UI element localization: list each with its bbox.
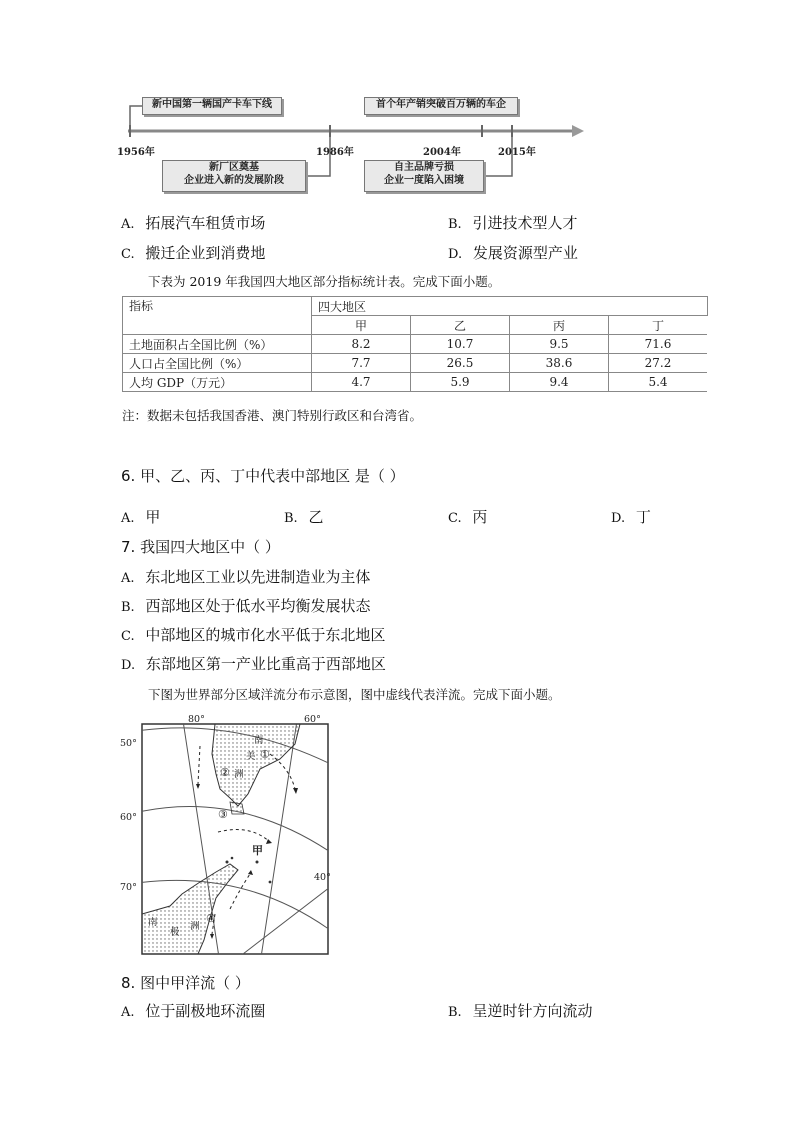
option-letter: B.	[448, 217, 462, 232]
option-letter: D.	[611, 511, 626, 526]
table-header-indicator: 指标	[123, 297, 312, 335]
option-text: 乙	[308, 508, 324, 526]
marker-2: ②	[220, 766, 230, 779]
table-row	[123, 335, 708, 354]
continent-label-antarctica: 极	[170, 927, 180, 938]
table-header-regions: 四大地区	[312, 297, 708, 316]
q6-stem: 6. 甲、乙、丙、丁中代表中部地区 是（ ）	[121, 467, 405, 485]
option-text: 拓展汽车租赁市场	[145, 214, 266, 232]
timeline-event-text: 新厂区奠基	[209, 162, 259, 173]
option-a[interactable]	[121, 212, 265, 233]
option-text: 引进技术型人才	[472, 214, 578, 232]
q8-stem: 8. 图中甲洋流（ ）	[121, 974, 250, 992]
timeline-year: 1956年	[117, 147, 155, 158]
ocean-current-map	[120, 714, 340, 964]
table-cell: 5.4	[609, 373, 708, 392]
lat-label: 50°	[120, 738, 137, 749]
option-letter: A.	[121, 217, 135, 232]
table-header-region: 丁	[609, 316, 708, 335]
current-label-jia: 甲	[252, 844, 263, 857]
option-c[interactable]	[121, 242, 265, 263]
option-letter: C.	[448, 511, 462, 526]
option-text: 西部地区处于低水平均衡发展状态	[145, 597, 371, 615]
table-cell: 4.7	[312, 373, 411, 392]
option-text: 丙	[472, 508, 488, 526]
option-text: 呈逆时针方向流动	[472, 1002, 593, 1020]
q7-option-d[interactable]	[121, 653, 386, 674]
table-cell: 71.6	[609, 335, 708, 354]
option-letter: C.	[121, 629, 135, 644]
marker-4: ④	[206, 912, 216, 925]
option-text: 甲	[145, 508, 161, 526]
continent-label-south-america: 美	[246, 751, 256, 762]
q7-option-c[interactable]	[121, 624, 385, 645]
timeline-event-1956	[142, 97, 282, 115]
table-row	[123, 354, 708, 373]
option-letter: C.	[121, 247, 135, 262]
table-header-region: 丙	[510, 316, 609, 335]
lat-label: 70°	[120, 882, 137, 893]
continent-label-antarctica: 南	[148, 917, 158, 928]
option-text: 搬迁企业到消费地	[145, 244, 266, 262]
timeline-event-text: 首个年产销突破百万辆的车企	[376, 99, 506, 110]
timeline-event-1986	[162, 160, 306, 192]
timeline-year: 1986年	[316, 147, 354, 158]
q6-option-a[interactable]	[121, 506, 160, 527]
lon-label: 80°	[188, 714, 205, 725]
option-text: 位于副极地环流圈	[145, 1002, 266, 1020]
option-text: 发展资源型产业	[472, 244, 578, 262]
q7-option-a[interactable]	[121, 566, 370, 587]
q8-option-a[interactable]	[121, 1000, 265, 1021]
timeline-event-text: 自主品牌亏损	[394, 162, 454, 173]
table-row-label: 土地面积占全国比例（%）	[123, 335, 312, 354]
timeline-event-2015	[364, 160, 484, 192]
option-b[interactable]	[448, 212, 577, 233]
marker-3: ③	[218, 808, 228, 821]
table-cell: 8.2	[312, 335, 411, 354]
continent-label-south-america: 洲	[234, 769, 244, 780]
timeline-year: 2004年	[423, 147, 461, 158]
continent-label-antarctica: 洲	[190, 921, 200, 932]
option-text: 东北地区工业以先进制造业为主体	[145, 568, 371, 586]
table-cell: 10.7	[411, 335, 510, 354]
q8-option-b[interactable]	[448, 1000, 592, 1021]
option-d[interactable]	[448, 242, 578, 263]
table-cell: 26.5	[411, 354, 510, 373]
timeline-year: 2015年	[498, 147, 536, 158]
option-letter: B.	[284, 511, 298, 526]
table-cell: 5.9	[411, 373, 510, 392]
q6-option-d[interactable]	[611, 506, 651, 527]
table-cell: 9.5	[510, 335, 609, 354]
table-intro: 下表为 2019 年我国四大地区部分指标统计表。完成下面小题。	[148, 274, 501, 289]
option-letter: A.	[121, 511, 135, 526]
lon-label: 40°	[314, 872, 331, 883]
table-row-label: 人口占全国比例（%）	[123, 354, 312, 373]
option-letter: D.	[121, 658, 136, 673]
table-cell: 27.2	[609, 354, 708, 373]
table-cell: 38.6	[510, 354, 609, 373]
timeline-event-text: 企业一度陷入困境	[384, 175, 464, 186]
map-intro: 下图为世界部分区域洋流分布示意图，图中虚线代表洋流。完成下面小题。	[148, 687, 561, 702]
option-letter: B.	[448, 1005, 462, 1020]
lat-label: 60°	[120, 812, 137, 823]
q7-option-b[interactable]	[121, 595, 370, 616]
option-letter: B.	[121, 600, 135, 615]
option-letter: A.	[121, 1005, 135, 1020]
timeline-event-2004	[364, 97, 518, 115]
table-row-label: 人均 GDP（万元）	[123, 373, 312, 392]
marker-1: ①	[260, 748, 270, 761]
q6-option-b[interactable]	[284, 506, 323, 527]
q6-option-c[interactable]	[448, 506, 487, 527]
option-text: 东部地区第一产业比重高于西部地区	[145, 655, 386, 673]
table-header-region: 甲	[312, 316, 411, 335]
lon-label: 60°	[304, 714, 321, 725]
option-text: 中部地区的城市化水平低于东北地区	[145, 626, 386, 644]
option-text: 丁	[635, 508, 651, 526]
table-note: 注：数据未包括我国香港、澳门特别行政区和台湾省。	[122, 408, 423, 423]
q7-stem: 7. 我国四大地区中（ ）	[121, 538, 280, 556]
table-header-region: 乙	[411, 316, 510, 335]
option-letter: D.	[448, 247, 463, 262]
timeline-event-text: 企业进入新的发展阶段	[184, 175, 284, 186]
stats-table	[122, 296, 708, 392]
option-letter: A.	[121, 571, 135, 586]
table-cell: 9.4	[510, 373, 609, 392]
table-row	[123, 373, 708, 392]
table-cell: 7.7	[312, 354, 411, 373]
timeline-event-text: 新中国第一辆国产卡车下线	[152, 99, 272, 110]
continent-label-south-america: 南	[254, 735, 264, 746]
